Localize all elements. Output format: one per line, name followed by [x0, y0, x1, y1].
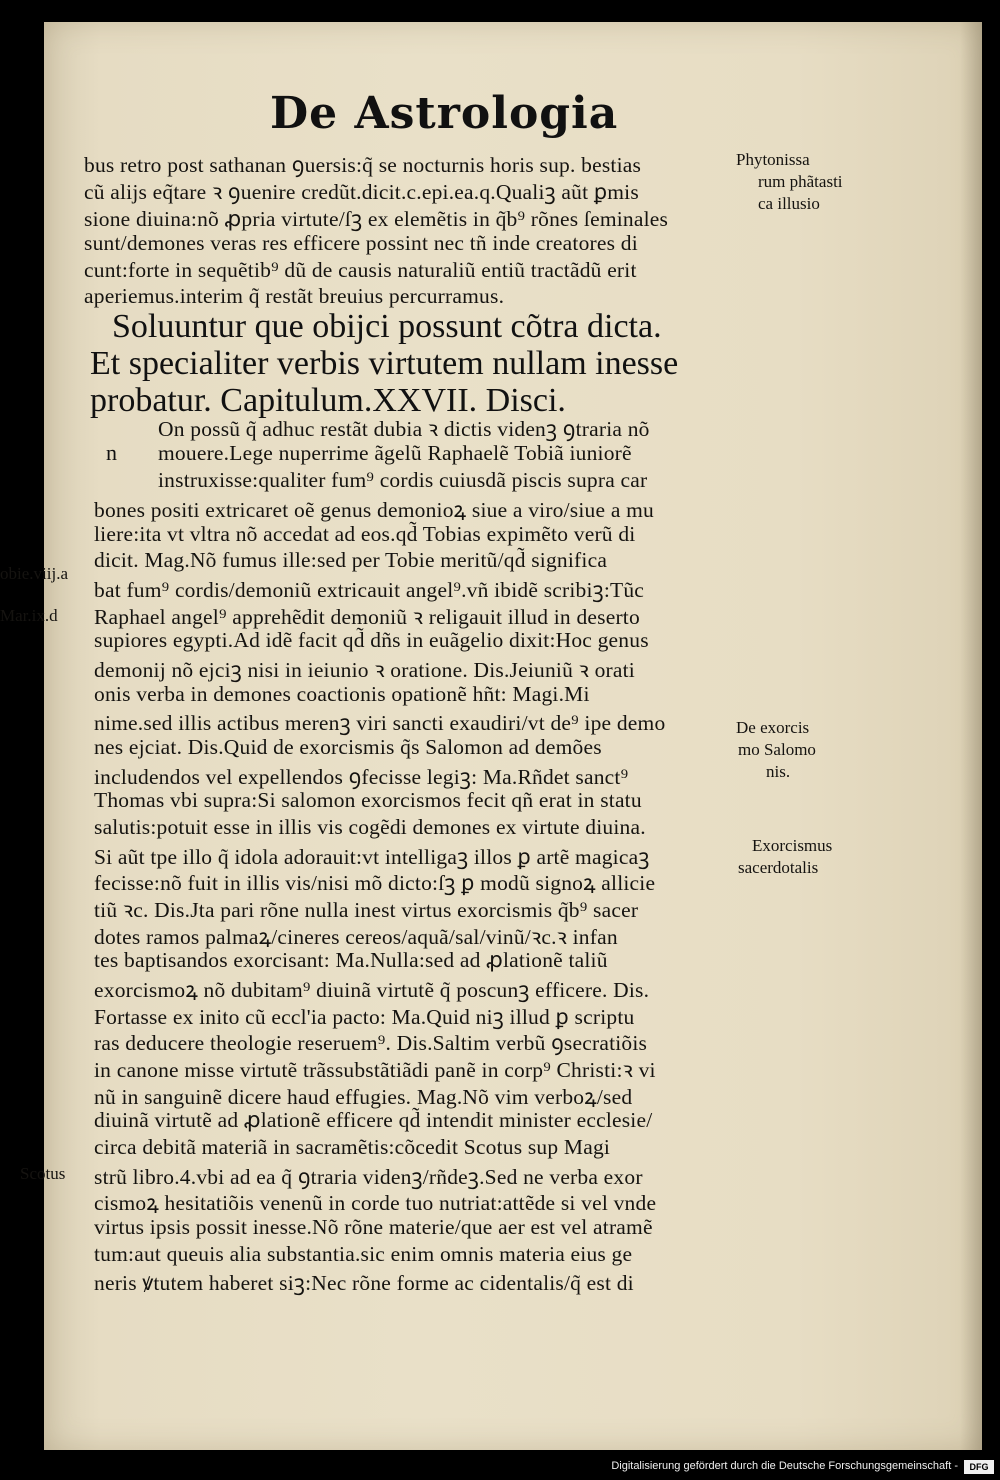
- body-line: ras deducere theologie reseruem⁹. Dis.Saltim verbũ ꝯsecratiõis: [94, 1031, 648, 1055]
- body-line: includendos vel expellendos ꝯfecisse legiꝫ: Ma.Rñdet sanct⁹: [94, 765, 629, 789]
- body-line: supiores egypti.Ad idẽ facit qd̃ dñs in euãgelio dixit:Hoc genus: [94, 628, 649, 652]
- margin-note-right: ca illusio: [758, 194, 820, 213]
- body-line: tum:aut queuis alia substantia.sic enim omnis materia eius ge: [94, 1242, 633, 1266]
- page-edge-shadow: [960, 22, 982, 1450]
- body-line: diuinã virtutẽ ad ꝓlationẽ efficere qd̃ intendit minister ecclesie/: [94, 1108, 653, 1132]
- text-line: bus retro post sathanan ꝯuersis:q̃ se nocturnis horis sup. bestias: [84, 153, 642, 177]
- body-line: virtus ipsis possit inesse.Nõ rõne materie/que aer est vel atramẽ: [94, 1215, 653, 1239]
- text-line: sunt/demones veras res efficere possint nec tñ inde creatores di: [84, 231, 638, 255]
- body-line: onis verba in demones coactionis opationẽ hñt: Magi.Mi: [94, 682, 590, 706]
- margin-note-right: rum phãtasti: [758, 172, 843, 191]
- margin-note-left: Mar.ix.d: [0, 606, 58, 625]
- margin-note-right: Exorcismus: [752, 836, 833, 855]
- margin-note-left: Scotus: [20, 1164, 66, 1183]
- body-line: salutis:potuit esse in illis vis cogẽdi demones ex virtute diuina.: [94, 815, 646, 839]
- body-line: mouere.Lege nuperrime ãgelũ Raphaelẽ Tobiã iuniorẽ: [158, 441, 632, 465]
- chapter-heading-line: Soluuntur que obijci possunt cõtra dicta.: [112, 308, 662, 345]
- text-line: aperiemus.interim q̃ restãt breuius percurramus.: [84, 284, 505, 308]
- running-title: De Astrologia: [270, 88, 619, 139]
- margin-note-right: mo Salomo: [738, 740, 816, 759]
- margin-note-right: De exorcis: [736, 718, 810, 737]
- body-line: liere:ita vt vltra nõ accedat ad eos.qd̃ Tobias expimẽto verũ di: [94, 522, 636, 546]
- body-line: circa debitã materiã in sacramẽtis:cõcedit Scotus sup Magi: [94, 1135, 611, 1159]
- text-line: cũ alijs eq̃tare ꝛ ꝯuenire credũt.dicit.c.epi.ea.q.Qualiꝫ aũt ꝑmis: [84, 180, 639, 204]
- margin-note-right: nis.: [766, 762, 791, 781]
- body-line: instruxisse:qualiter fum⁹ cordis cuiusdã piscis supra car: [158, 468, 648, 492]
- digitization-credit: Digitalisierung gefördert durch die Deutsche Forschungsgemeinschaft -: [611, 1460, 958, 1472]
- body-line: dotes ramos palmaꝝ/cineres cereos/aquã/sal/vinũ/ꝛc.ꝛ infan: [94, 925, 618, 949]
- margin-note-right: sacerdotalis: [738, 858, 819, 877]
- body-line: Thomas vbi supra:Si salomon exorcismos fecit qñ erat in statu: [94, 788, 642, 812]
- body-line: nime.sed illis actibus merenꝫ viri sancti exaudiri/vt de⁹ ipe demo: [94, 711, 666, 735]
- body-line: bones positi extricaret oẽ genus demonioꝝ siue a viro/siue a mu: [94, 498, 655, 522]
- text-line: sione diuina:nõ ꝓpria virtute/ſꝫ ex elemẽtis in q̃b⁹ rõnes ſeminales: [84, 207, 669, 231]
- body-line: nes ejciat. Dis.Quid de exorcismis q̃s Salomon ad demões: [94, 735, 602, 759]
- body-line: cismoꝝ hesitatiõis venenũ in corde tuo nutriat:attẽde si vel vnde: [94, 1191, 657, 1215]
- body-line: dicit. Mag.Nõ fumus ille:sed per Tobie meritũ/qd̃ significa: [94, 548, 608, 572]
- footer-bar: [0, 1450, 1000, 1480]
- body-line: in canone misse virtutẽ trãssubstãtiãdi panẽ in corp⁹ Christi:ꝛ vi: [94, 1058, 656, 1082]
- chapter-heading-line: probatur. Capitulum.XXVII. Disci.: [90, 382, 566, 419]
- text-line: cunt:forte in sequẽtib⁹ dũ de causis naturaliũ entiũ tractãdũ erit: [84, 258, 637, 282]
- body-line: neris ꝟtutem haberet siꝫ:Nec rõne forme ac cidentalis/q̃ est di: [94, 1271, 634, 1295]
- body-line: nũ in sanguinẽ dicere haud effugies. Mag.Nõ vim verboꝝ/sed: [94, 1085, 633, 1109]
- body-line: fecisse:nõ fuit in illis vis/nisi mõ dicto:ſꝫ ꝑ modũ signoꝝ allicie: [94, 871, 656, 895]
- body-line: Fortasse ex inito cũ eccl'ia pacto: Ma.Quid niꝫ illud ꝑ scriptu: [94, 1005, 635, 1029]
- body-line: tes baptisandos exorcisant: Ma.Nulla:sed ad ꝓlationẽ taliũ: [94, 948, 608, 972]
- body-line: Raphael angel⁹ apprehẽdit demoniũ ꝛ religauit illud in deserto: [94, 605, 640, 629]
- body-line: demonij nõ ejciꝫ nisi in ieiunio ꝛ oratione. Dis.Jeiuniũ ꝛ orati: [94, 658, 635, 682]
- body-line: exorcismoꝝ nõ dubitam⁹ diuinã virtutẽ q̃ poscunꝫ efficere. Dis.: [94, 978, 650, 1002]
- initial-letter-guide: n: [106, 440, 117, 465]
- body-line: bat fum⁹ cordis/demoniũ extricauit angel⁹.vñ ibidẽ scribiꝫ:Tũc: [94, 578, 645, 602]
- body-line: strũ libro.4.vbi ad ea q̃ ꝯtraria videnꝫ/rñdeꝫ.Sed ne verba exor: [94, 1165, 643, 1189]
- body-line: On possũ q̃ adhuc restãt dubia ꝛ dictis videnꝫ ꝯtraria nõ: [158, 417, 650, 441]
- margin-note-left: obie.viij.a: [0, 564, 68, 583]
- body-line: tiũ ꝛc. Dis.Jta pari rõne nulla inest virtus exorcismis q̃b⁹ sacer: [94, 898, 639, 922]
- dfg-logo-icon: DFG: [964, 1460, 994, 1474]
- margin-note-right: Phytonissa: [736, 150, 810, 169]
- chapter-heading-line: Et specialiter verbis virtutem nullam inesse: [90, 345, 679, 382]
- body-line: Si aũt tpe illo q̃ idola adorauit:vt intelligaꝫ illos ꝑ artẽ magicaꝫ: [94, 845, 650, 869]
